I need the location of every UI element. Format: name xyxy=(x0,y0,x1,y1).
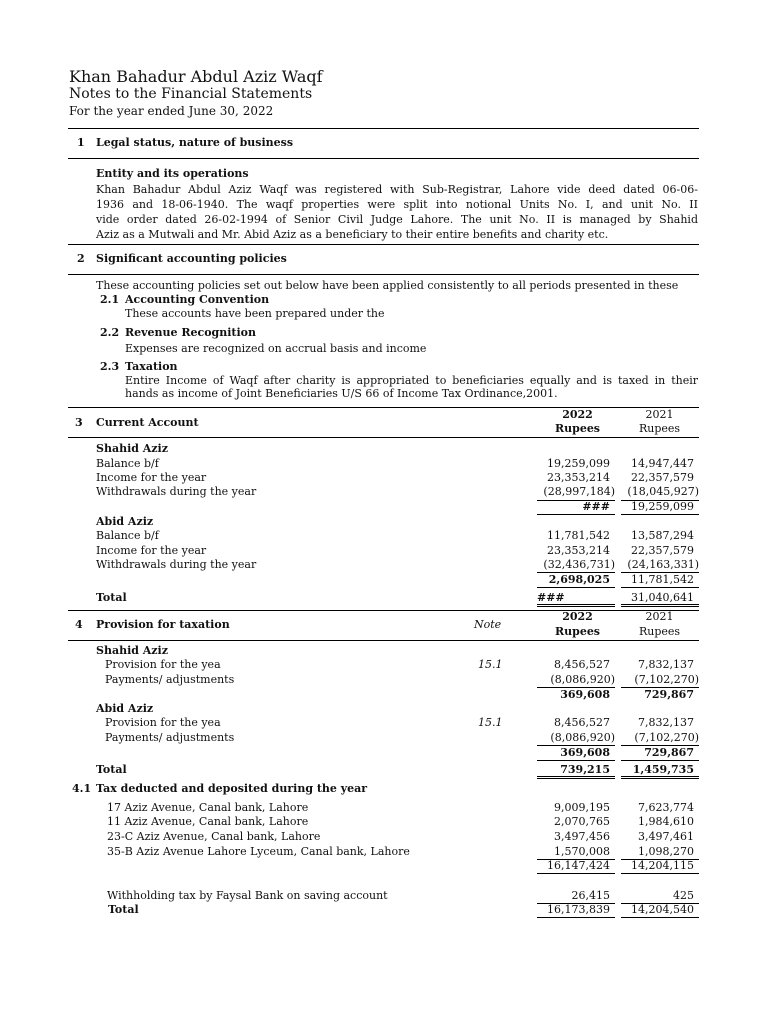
divider xyxy=(68,437,699,438)
body-line: 1936 and 18-06-1940. The waqf properties were split into notional Units No. I, and unit No. II xyxy=(96,198,698,211)
policy-2-2-number: 2.2 xyxy=(100,326,120,339)
entity-name: Khan Bahadur Abdul Aziz Waqf xyxy=(69,67,323,86)
value-2022: (28,997,184) xyxy=(543,485,615,498)
row-label: 23-C Aziz Avenue, Canal bank, Lahore xyxy=(107,830,321,843)
value-2021: (24,163,331) xyxy=(627,558,699,571)
value-2021: 1,984,610 xyxy=(638,815,694,828)
note-ref: 15.1 xyxy=(478,716,503,729)
abid-aziz-heading: Abid Aziz xyxy=(96,702,154,715)
divider xyxy=(68,158,699,159)
policy-2-3-number: 2.3 xyxy=(100,360,120,373)
value-2022: 8,456,527 xyxy=(554,716,610,729)
value-2021: 7,832,137 xyxy=(638,658,694,671)
section-2-number: 2 xyxy=(77,252,85,265)
value-2022: 23,353,214 xyxy=(547,544,610,557)
row-label: Withdrawals during the year xyxy=(96,558,257,571)
total-label: Total xyxy=(96,591,127,604)
subtotal-rule xyxy=(537,587,615,588)
subtotal-2022: 2,698,025 xyxy=(548,573,610,586)
value-2022: 11,781,542 xyxy=(547,529,610,542)
subtotal-2021: 729,867 xyxy=(644,746,694,759)
rupees-header: Rupees xyxy=(638,422,681,435)
value-2022: 19,259,099 xyxy=(547,457,610,470)
section-2-title: Significant accounting policies xyxy=(96,252,287,265)
row-label: Withdrawals during the year xyxy=(96,485,257,498)
divider xyxy=(68,274,699,275)
note-header: Note xyxy=(474,618,502,631)
value-2021: 425 xyxy=(673,889,694,902)
section-1-title: Legal status, nature of business xyxy=(96,136,294,149)
section-1-body xyxy=(96,182,698,242)
value-2022: 2,070,765 xyxy=(554,815,610,828)
subtotal-rule xyxy=(621,514,699,515)
value-2021: 3,497,461 xyxy=(638,830,694,843)
total-double-rule xyxy=(621,776,699,779)
divider xyxy=(68,128,699,129)
subtotal-2022: 369,608 xyxy=(560,746,610,759)
section-2-intro: These accounting policies set out below have been applied consistently to all periods presented in these xyxy=(96,279,679,292)
divider xyxy=(68,640,699,641)
subtotal-2021: 729,867 xyxy=(644,688,694,701)
policy-2-3-body xyxy=(125,374,698,400)
total-rule xyxy=(621,917,699,918)
rupees-header: Rupees xyxy=(554,625,601,638)
total-2022: ### xyxy=(537,591,565,604)
value-2022: (8,086,920) xyxy=(550,731,615,744)
row-label: Payments/ adjustments xyxy=(105,673,235,686)
value-2021: (7,102,270) xyxy=(634,673,699,686)
policy-2-1-title: Accounting Convention xyxy=(125,293,270,306)
subtotal-2021: 19,259,099 xyxy=(631,500,694,513)
row-label: 17 Aziz Avenue, Canal bank, Lahore xyxy=(107,801,309,814)
value-2022: (32,436,731) xyxy=(543,558,615,571)
policy-2-1-text: These accounts have been prepared under the xyxy=(125,307,385,320)
total-rule xyxy=(537,917,615,918)
section-1-subtitle: Entity and its operations xyxy=(96,167,249,180)
year-2022-header: 2022 xyxy=(562,610,593,623)
year-2021-header: 2021 xyxy=(645,408,674,421)
total-double-rule xyxy=(537,604,615,607)
divider xyxy=(68,244,699,245)
total-2021: 1,459,735 xyxy=(632,763,694,776)
section-3-number: 3 xyxy=(75,416,83,429)
section-1-number: 1 xyxy=(77,136,85,149)
body-line: Khan Bahadur Abdul Aziz Waqf was registered with Sub-Registrar, Lahore vide deed dated 06-06- xyxy=(96,183,698,196)
subtotal-rule xyxy=(621,587,699,588)
value-2021: 13,587,294 xyxy=(631,529,694,542)
row-label: Balance b/f xyxy=(96,529,159,542)
subtotal-2021: 11,781,542 xyxy=(631,573,694,586)
body-line: hands as income of Joint Beneficiaries U/S 66 of Income Tax Ordinance,2001. xyxy=(125,387,558,400)
total-label: Total xyxy=(96,763,127,776)
row-label: Payments/ adjustments xyxy=(105,731,235,744)
subtotal-2022: ### xyxy=(582,500,610,513)
value-2021: 7,832,137 xyxy=(638,716,694,729)
row-label: Provision for the yea xyxy=(105,716,221,729)
row-label: 11 Aziz Avenue, Canal bank, Lahore xyxy=(107,815,309,828)
document-title: Notes to the Financial Statements xyxy=(69,86,313,102)
total-label: Total xyxy=(108,903,139,916)
row-label: 35-B Aziz Avenue Lahore Lyceum, Canal bank, Lahore xyxy=(107,845,410,858)
subtotal-2021: 14,204,115 xyxy=(631,859,694,872)
row-label: Provision for the yea xyxy=(105,658,221,671)
section-4-number: 4 xyxy=(75,618,83,631)
rupees-header: Rupees xyxy=(638,625,681,638)
value-2021: 22,357,579 xyxy=(631,544,694,557)
body-line: Aziz as a Mutwali and Mr. Abid Aziz as a beneficiary to their entire benefits and charity etc. xyxy=(96,228,609,241)
value-2022: 9,009,195 xyxy=(554,801,610,814)
body-line: vide order dated 26-02-1994 of Senior Civil Judge Lahore. The unit No. II is managed by Shahid xyxy=(96,213,698,226)
subtotal-2022: 369,608 xyxy=(560,688,610,701)
subtotal-rule xyxy=(537,873,615,874)
period-label: For the year ended June 30, 2022 xyxy=(69,104,274,118)
shahid-aziz-heading: Shahid Aziz xyxy=(96,442,168,455)
total-2022: 739,215 xyxy=(560,763,610,776)
value-2022: 1,570,008 xyxy=(554,845,610,858)
total-2022: 16,173,839 xyxy=(547,903,610,916)
section-4-1-number: 4.1 xyxy=(72,782,92,795)
policy-2-2-title: Revenue Recognition xyxy=(125,326,256,339)
value-2022: 3,497,456 xyxy=(554,830,610,843)
year-2021-header: 2021 xyxy=(645,610,674,623)
section-3-title: Current Account xyxy=(96,416,199,429)
section-4-1-title: Tax deducted and deposited during the year xyxy=(96,782,368,795)
value-2021: 14,947,447 xyxy=(631,457,694,470)
subtotal-rule xyxy=(621,760,699,761)
subtotal-rule xyxy=(537,760,615,761)
policy-2-2-text: Expenses are recognized on accrual basis and income xyxy=(125,342,427,355)
section-4-title: Provision for taxation xyxy=(96,618,230,631)
policy-2-1-number: 2.1 xyxy=(100,293,120,306)
value-2022: (8,086,920) xyxy=(550,673,615,686)
total-2021: 31,040,641 xyxy=(631,591,694,604)
withholding-tax-label: Withholding tax by Faysal Bank on saving account xyxy=(107,889,388,902)
value-2022: 8,456,527 xyxy=(554,658,610,671)
value-2021: 22,357,579 xyxy=(631,471,694,484)
policy-2-3-title: Taxation xyxy=(125,360,178,373)
subtotal-2022: 16,147,424 xyxy=(547,859,610,872)
row-label: Balance b/f xyxy=(96,457,159,470)
shahid-aziz-heading: Shahid Aziz xyxy=(96,644,168,657)
row-label: Income for the year xyxy=(96,544,207,557)
year-2022-header: 2022 xyxy=(562,408,593,421)
value-2022: 23,353,214 xyxy=(547,471,610,484)
total-2021: 14,204,540 xyxy=(631,903,694,916)
value-2021: 1,098,270 xyxy=(638,845,694,858)
value-2021: (18,045,927) xyxy=(627,485,699,498)
total-double-rule xyxy=(621,604,699,607)
value-2022: 26,415 xyxy=(571,889,610,902)
row-label: Income for the year xyxy=(96,471,207,484)
value-2021: 7,623,774 xyxy=(638,801,694,814)
total-double-rule xyxy=(537,776,615,779)
note-ref: 15.1 xyxy=(478,658,503,671)
subtotal-rule xyxy=(537,514,615,515)
subtotal-rule xyxy=(621,873,699,874)
abid-aziz-heading: Abid Aziz xyxy=(96,515,154,528)
rupees-header: Rupees xyxy=(554,422,601,435)
body-line: Entire Income of Waqf after charity is appropriated to beneficiaries equally and is taxed in their xyxy=(125,374,698,387)
value-2021: (7,102,270) xyxy=(634,731,699,744)
